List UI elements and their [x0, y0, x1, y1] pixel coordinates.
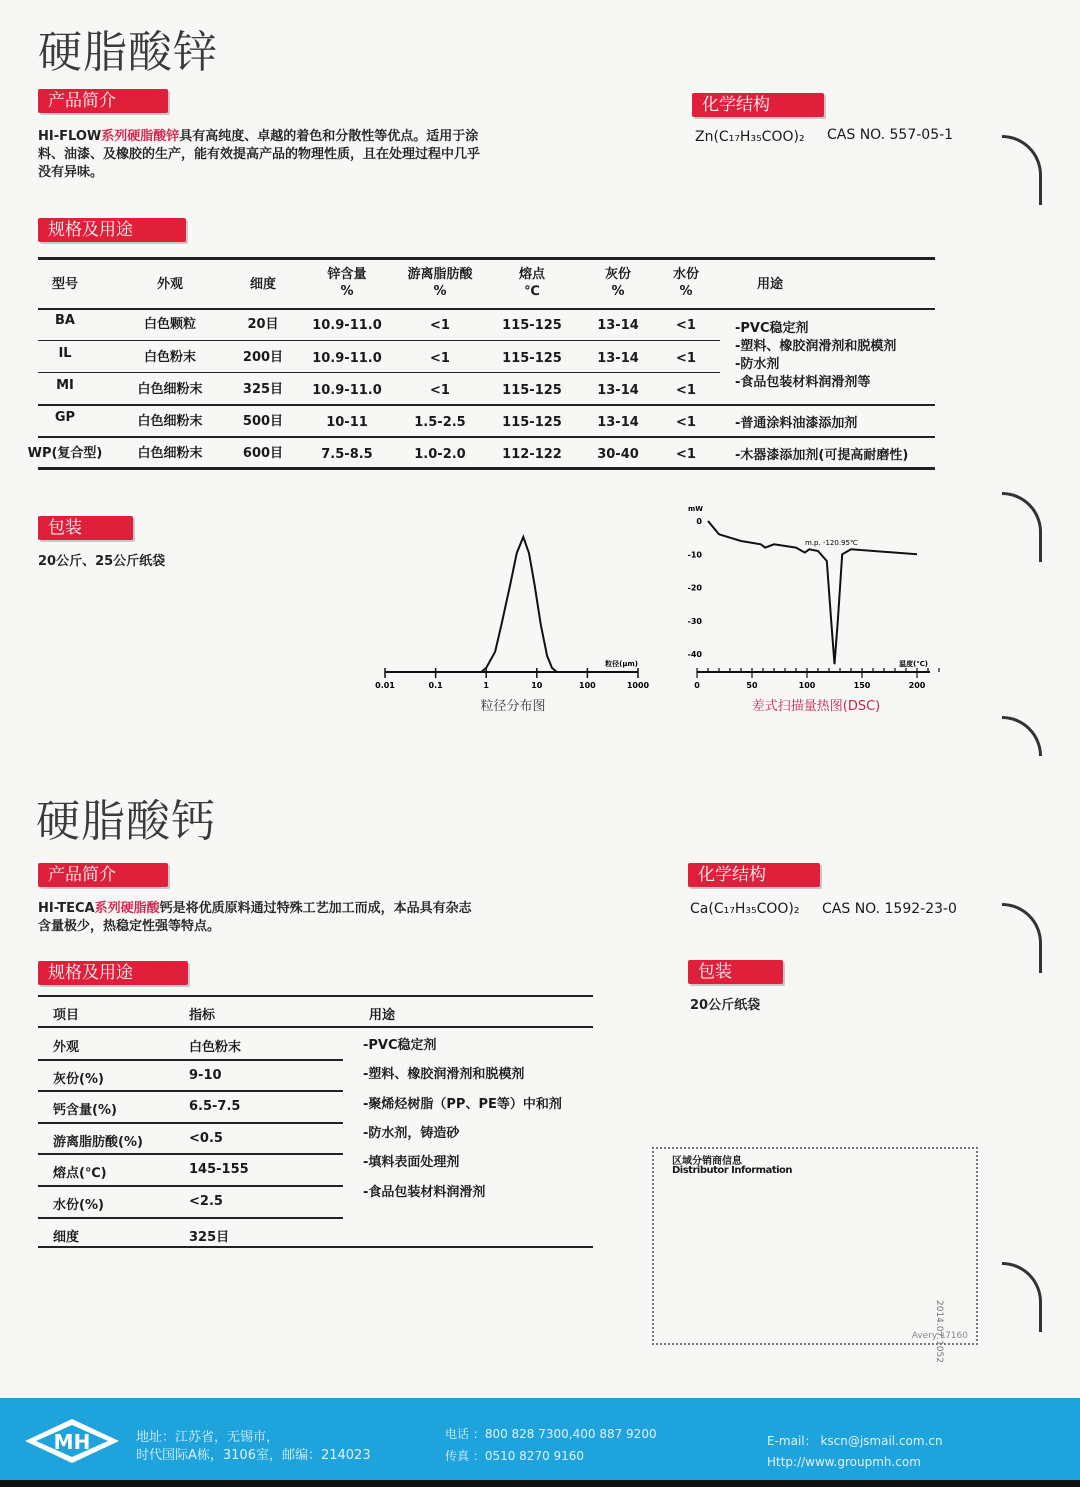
column-header: 外观 — [156, 277, 183, 292]
table-cell: 600目 — [242, 446, 284, 461]
table-rule — [38, 404, 935, 406]
x-axis-label: 温度(℃) — [899, 660, 928, 668]
calcium-intro-text — [38, 900, 483, 936]
use-item: -塑料、橡胶润滑剂和脱模剂 — [735, 339, 897, 354]
product-series: 系列硬脂酸锌 — [101, 129, 180, 144]
column-header: 灰份 % — [604, 267, 631, 299]
website-link[interactable]: Http://www.groupmh.com — [767, 1455, 921, 1469]
zinc-intro-label: 产品简介 — [38, 89, 168, 113]
zinc-title: 硬脂酸锌 — [38, 27, 218, 78]
table-rule — [38, 372, 720, 373]
binder-ring — [1002, 1262, 1042, 1332]
table-cell: <1 — [430, 351, 450, 366]
calcium-structure-label: 化学结构 — [688, 863, 820, 887]
calcium-title: 硬脂酸钙 — [36, 796, 216, 847]
x-tick-label: 150 — [853, 681, 871, 690]
column-header: 项目 — [53, 1008, 80, 1023]
use-item: -食品包装材料润滑剂 — [363, 1184, 486, 1200]
zinc-intro-text — [38, 128, 488, 182]
table-cell: MI — [56, 378, 74, 393]
table-rule — [38, 1122, 343, 1124]
table-rule — [38, 1090, 343, 1092]
distributor-box — [652, 1147, 978, 1345]
table-cell: 熔点(℃) — [53, 1166, 107, 1182]
x-tick-label: 1000 — [626, 681, 650, 690]
x-tick-label: 200 — [908, 681, 926, 690]
binder-ring — [1002, 492, 1042, 562]
table-cell: 白色细粉末 — [137, 382, 203, 397]
calcium-formula: Ca(C₁₇H₃₅COO)₂ — [690, 901, 800, 917]
table-cell: 13-14 — [597, 351, 639, 366]
table-cell: <0.5 — [189, 1130, 223, 1146]
table-cell: WP(复合型) — [27, 446, 103, 461]
brand: HI-FLOW — [38, 129, 102, 144]
table-cell: 钙含量(%) — [53, 1103, 117, 1119]
table-cell: <2.5 — [189, 1194, 223, 1209]
table-cell: 白色细粉末 — [137, 414, 203, 429]
table-rule — [38, 1246, 593, 1248]
column-header: 锌含量 % — [327, 267, 367, 299]
photo-edge — [0, 1480, 1080, 1487]
table-cell: 13-14 — [597, 415, 639, 430]
table-cell: BA — [55, 313, 75, 328]
label-code: Avery L7160 — [911, 1331, 968, 1341]
chart-title: 粒径分布图 — [480, 699, 546, 714]
melting-point-annotation: m.p. -120.95℃ — [805, 539, 858, 547]
use-item: -食品包装材料润滑剂等 — [735, 375, 871, 390]
table-rule — [38, 257, 935, 260]
table-cell: 水份(%) — [53, 1198, 104, 1213]
zinc-structure-label: 化学结构 — [692, 93, 824, 117]
y-tick-label: 0 — [696, 517, 702, 526]
table-cell: 细度 — [53, 1229, 80, 1245]
column-header: 水份 % — [672, 267, 699, 299]
x-tick-label: 0 — [694, 681, 700, 690]
y-axis-label: mW — [688, 505, 704, 513]
print-code: 2014.07.1052 — [934, 1300, 944, 1363]
x-tick-label: 100 — [798, 681, 816, 690]
dsc-chart — [680, 500, 940, 725]
use-item: -防水剂，铸造砂 — [363, 1125, 460, 1141]
table-cell: 325目 — [189, 1229, 230, 1245]
fax: 传真 ：0510 8270 9160 — [445, 1449, 585, 1463]
table-cell: 200目 — [242, 350, 284, 365]
address-line-1: 地址：江苏省，无锡市， — [136, 1430, 280, 1445]
y-tick-label: -30 — [687, 616, 702, 626]
use-item: -PVC稳定剂 — [735, 321, 809, 336]
column-header: 游离脂肪酸 % — [407, 267, 473, 299]
calcium-intro-label: 产品简介 — [38, 863, 168, 887]
zinc-spec-label: 规格及用途 — [38, 218, 186, 242]
column-header: 指标 — [189, 1008, 216, 1023]
use-item: -防水剂 — [735, 357, 780, 372]
table-cell: 10.9-11.0 — [312, 383, 382, 398]
zinc-packaging-label: 包装 — [38, 516, 133, 540]
calcium-packaging-text: 20公斤纸袋 — [690, 998, 761, 1013]
description: 钙是将优质原料通过特殊工艺加工而成，本品具有杂志含量极少，热稳定性强等特点。 — [38, 901, 472, 934]
table-cell: 外观 — [53, 1040, 80, 1055]
description: 具有高纯度、卓越的着色和分散性等优点。适用于涂料、油漆、及橡胶的生产，能有效提高产品的物理性质，且在处理过程中几乎没有异味。 — [38, 129, 481, 180]
table-cell: 115-125 — [502, 318, 562, 333]
x-tick-label: 0.1 — [428, 681, 443, 690]
table-rule — [38, 308, 935, 310]
table-cell: <1 — [430, 318, 450, 333]
zinc-packaging-text: 20公斤、25公斤纸袋 — [38, 554, 166, 569]
calcium-packaging-label: 包装 — [688, 960, 783, 984]
table-cell: 500目 — [242, 414, 284, 429]
table-cell: <1 — [676, 383, 696, 398]
table-cell: 115-125 — [502, 383, 562, 398]
use-item: -填料表面处理剂 — [363, 1155, 460, 1171]
table-rule — [38, 467, 935, 470]
particle-size-chart — [360, 500, 680, 725]
table-cell: 20目 — [247, 317, 279, 332]
table-cell: 325目 — [242, 382, 284, 397]
table-rule — [38, 1217, 343, 1219]
brand: HI-TECA — [38, 901, 95, 916]
email-link[interactable]: E-mail： kscn@jsmail.com.cn — [767, 1434, 943, 1448]
table-cell: <1 — [676, 318, 696, 333]
column-header: 用途 — [756, 277, 783, 292]
use-item: -塑料、橡胶润滑剂和脱模剂 — [363, 1067, 525, 1083]
table-cell: 白色粉末 — [143, 350, 196, 365]
chart-title: 差式扫描量热图(DSC) — [751, 699, 881, 714]
table-cell: 7.5-8.5 — [321, 447, 373, 462]
column-header: 用途 — [369, 1008, 396, 1023]
zinc-cas: CAS NO. 557-05-1 — [827, 127, 954, 143]
x-axis-label: 粒径(μm) — [605, 660, 638, 668]
use-item: -聚烯烃树脂（PP、PE等）中和剂 — [363, 1096, 562, 1112]
column-header: 型号 — [51, 277, 78, 292]
distributor-title-en: Distributor Information — [672, 1165, 793, 1176]
column-header: 熔点 ℃ — [518, 267, 545, 299]
use-item: -PVC稳定剂 — [363, 1038, 437, 1053]
table-cell: IL — [58, 346, 72, 361]
address-line-2: 时代国际A栋，3106室，邮编：214023 — [136, 1448, 371, 1463]
use-item: -木器漆添加剂(可提高耐磨性) — [735, 448, 909, 463]
table-cell: 10.9-11.0 — [312, 318, 382, 333]
product-series: 系列硬脂酸 — [94, 901, 160, 916]
table-cell: 145-155 — [189, 1162, 249, 1178]
use-item: -普通涂料油漆添加剂 — [735, 416, 858, 431]
table-cell: <1 — [676, 447, 696, 462]
logo-text: MH — [53, 1430, 91, 1454]
x-tick-label: 10 — [531, 681, 543, 690]
table-rule — [38, 436, 935, 438]
table-cell: 115-125 — [502, 351, 562, 366]
table-cell: 6.5-7.5 — [189, 1099, 241, 1115]
table-cell: 13-14 — [597, 383, 639, 398]
y-tick-label: -40 — [687, 650, 702, 660]
table-rule — [38, 340, 720, 341]
calcium-spec-label: 规格及用途 — [38, 961, 188, 985]
binder-ring — [1002, 903, 1042, 973]
table-cell: 115-125 — [502, 415, 562, 430]
column-header: 细度 — [249, 277, 276, 292]
table-cell: 白色细粉末 — [137, 446, 203, 461]
table-cell: 白色粉末 — [189, 1040, 242, 1055]
table-cell: 灰份(%) — [53, 1071, 104, 1087]
table-cell: 10-11 — [326, 415, 368, 430]
table-cell: <1 — [676, 415, 696, 430]
distributor-title-cn: 区域分销商信息 — [672, 1156, 742, 1167]
table-cell: <1 — [430, 383, 450, 398]
footer — [0, 1398, 1080, 1480]
table-cell: 白色颗粒 — [143, 317, 196, 332]
table-cell: 30-40 — [597, 447, 639, 462]
table-rule — [38, 1153, 343, 1155]
x-tick-label: 0.01 — [375, 681, 395, 690]
binder-ring — [1002, 716, 1042, 756]
table-cell: <1 — [676, 351, 696, 366]
table-cell: 9-10 — [189, 1067, 222, 1083]
binder-ring — [1002, 135, 1042, 205]
table-cell: 游离脂肪酸(%) — [53, 1134, 143, 1150]
table-rule — [38, 1026, 593, 1028]
calcium-cas: CAS NO. 1592-23-0 — [822, 901, 957, 917]
table-rule — [38, 1059, 343, 1061]
table-cell: 1.0-2.0 — [414, 447, 466, 462]
table-rule — [38, 1185, 343, 1187]
x-tick-label: 1 — [483, 681, 489, 690]
x-tick-label: 50 — [746, 681, 758, 690]
distribution-curve — [385, 537, 638, 672]
table-cell: 112-122 — [502, 447, 562, 462]
table-cell: 13-14 — [597, 318, 639, 333]
table-cell: GP — [54, 410, 76, 425]
y-tick-label: -10 — [687, 550, 702, 560]
table-cell: 1.5-2.5 — [414, 415, 466, 430]
zinc-formula: Zn(C₁₇H₃₅COO)₂ — [695, 129, 805, 145]
phone: 电话 ：800 828 7300,400 887 9200 — [445, 1427, 657, 1441]
table-rule — [38, 995, 593, 997]
y-tick-label: -20 — [687, 583, 702, 593]
table-cell: 10.9-11.0 — [312, 351, 382, 366]
mh-logo — [22, 1416, 122, 1466]
x-tick-label: 100 — [579, 681, 596, 690]
